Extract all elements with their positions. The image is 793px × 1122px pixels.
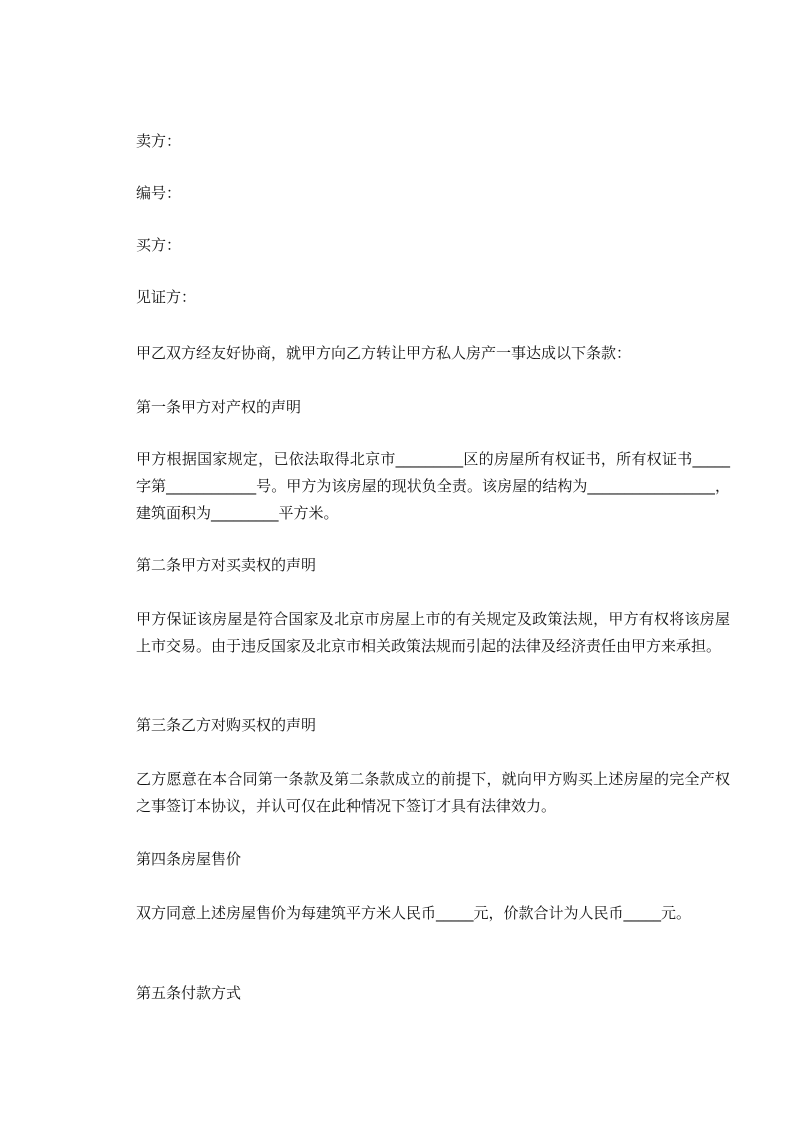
number-label: 编号：: [136, 184, 182, 202]
intro-paragraph: 甲乙双方经友好协商，就甲方向乙方转让甲方私人房产一事达成以下条款：: [136, 344, 632, 362]
article-1-body: 甲方根据国家规定，已依法取得北京市_________区的房屋所有权证书，所有权证书_____字第____________号。甲方为该房屋的现状负全责。该房屋的结构为_________________，建筑面积为_________平方米。: [136, 450, 730, 522]
article-2-title: 第二条甲方对买卖权的声明: [136, 556, 317, 574]
article-3-body: 乙方愿意在本合同第一条款及第二条款成立的前提下，就向甲方购买上述房屋的完全产权之事签订本协议，并认可仅在此种情况下签订才具有法律效力。: [136, 770, 730, 815]
seller-label: 卖方：: [136, 132, 182, 150]
article-4-title: 第四条房屋售价: [136, 850, 242, 868]
article-4-body: 双方同意上述房屋售价为每建筑平方米人民币_____元，价款合计为人民币_____元。: [136, 904, 692, 922]
article-2-body: 甲方保证该房屋是符合国家及北京市房屋上市的有关规定及政策法规，甲方有权将该房屋上市交易。由于违反国家及北京市相关政策法规而引起的法律及经济责任由甲方来承担。: [136, 610, 730, 655]
witness-label: 见证方：: [136, 288, 197, 306]
article-1-title: 第一条甲方对产权的声明: [136, 398, 302, 416]
article-3-title: 第三条乙方对购买权的声明: [136, 716, 317, 734]
buyer-label: 买方：: [136, 236, 182, 254]
article-5-title: 第五条付款方式: [136, 984, 242, 1002]
